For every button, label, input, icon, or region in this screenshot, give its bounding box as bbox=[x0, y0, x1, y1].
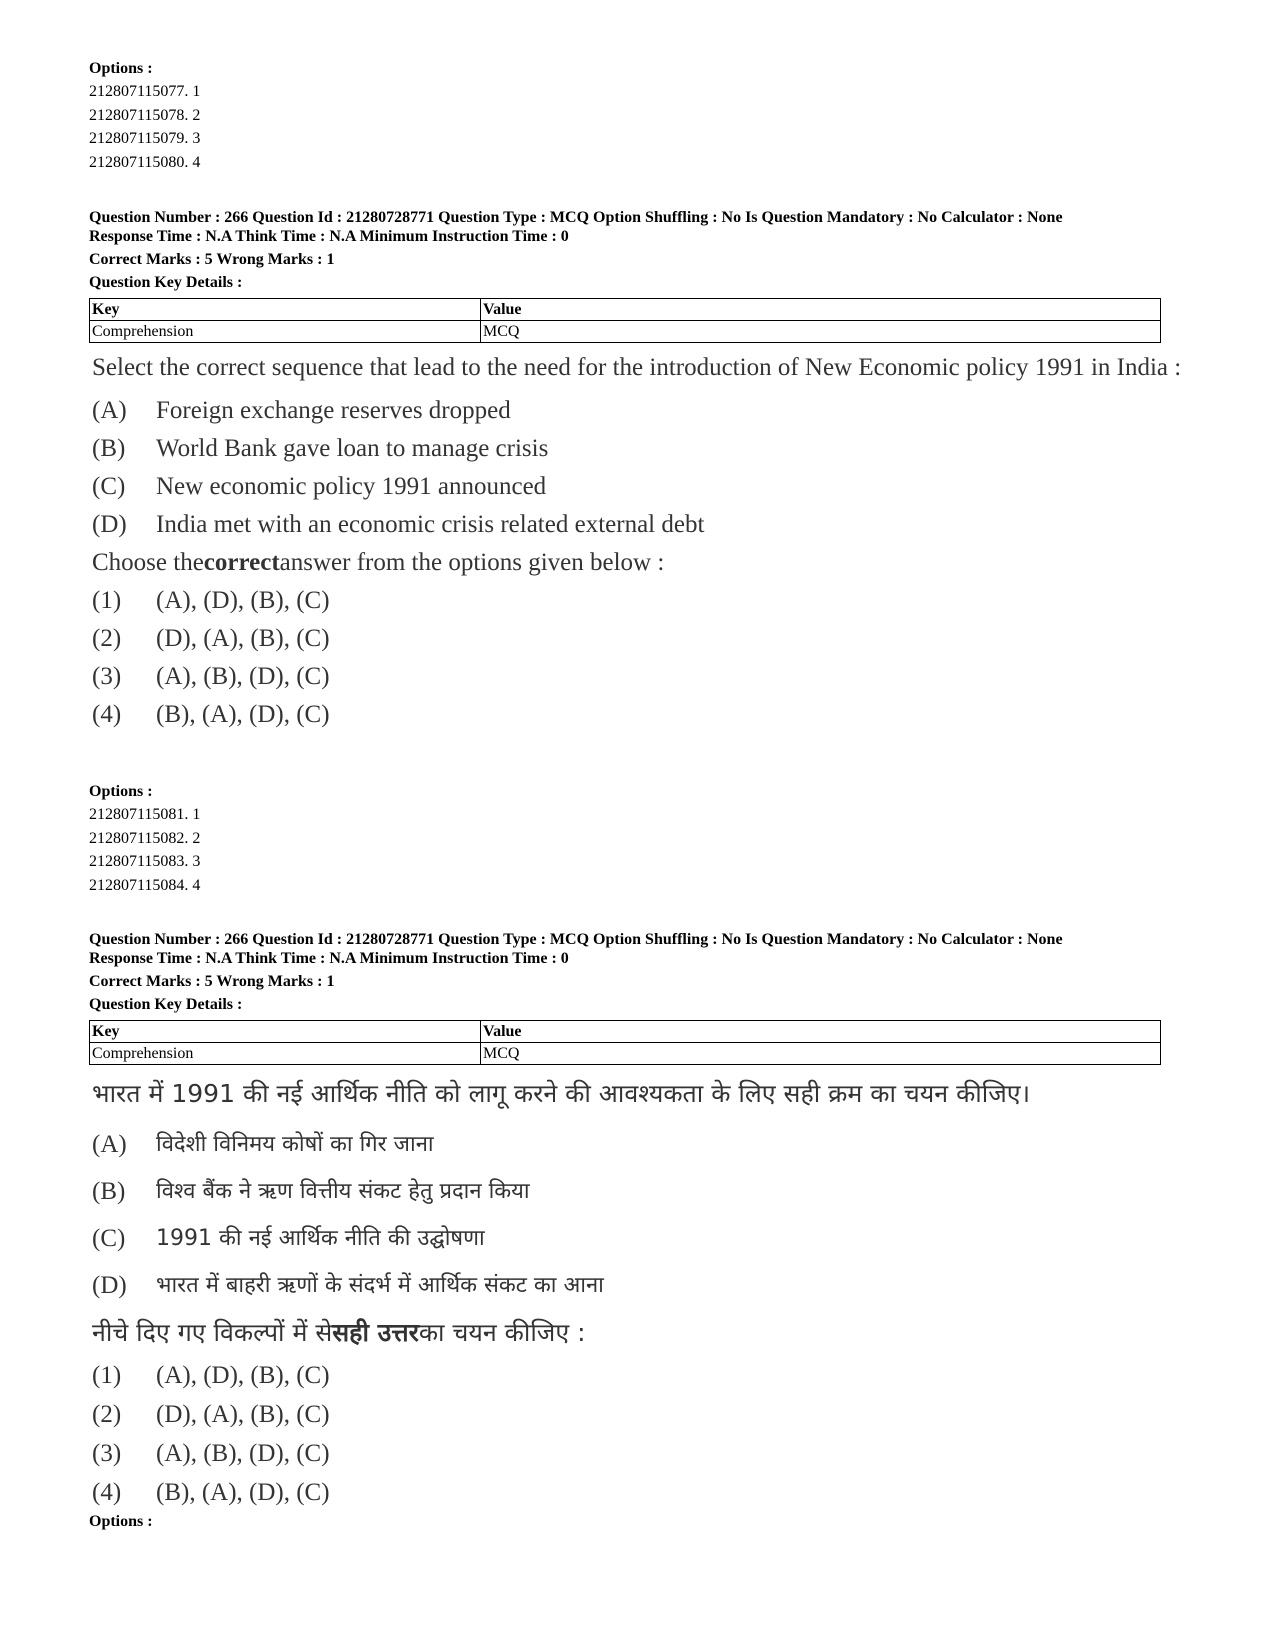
statement-marker: (D) bbox=[92, 511, 127, 538]
statement-text: Foreign exchange reserves dropped bbox=[156, 397, 511, 424]
answer-row bbox=[92, 1434, 1207, 1473]
answer-text: (A), (D), (B), (C) bbox=[156, 587, 330, 614]
statement-row bbox=[92, 392, 1207, 430]
statement-row bbox=[92, 1215, 1207, 1262]
table-cell-key: Comprehension bbox=[90, 321, 481, 343]
answer-row bbox=[92, 1356, 1207, 1395]
answer-marker: (1) bbox=[92, 1362, 122, 1389]
q1-meta bbox=[89, 208, 1063, 294]
option-item: 212807115082. 2 bbox=[89, 829, 201, 847]
question-meta-line: Question Number : 266 Question Id : 21280728771 Question Type : MCQ Option Shuffling : No Is Question Mandatory : No Calculator : None bbox=[89, 931, 1063, 948]
statement-marker: (C) bbox=[92, 1225, 126, 1252]
option-item: 212807115083. 3 bbox=[89, 853, 201, 870]
table-cell-value: MCQ bbox=[481, 1043, 1161, 1065]
key-details-label: Question Key Details : bbox=[89, 996, 243, 1013]
answer-text: (B), (A), (D), (C) bbox=[156, 1479, 330, 1506]
answer-text: (A), (B), (D), (C) bbox=[156, 1440, 330, 1467]
question-stem: Select the correct sequence that lead to the need for the introduction of New Economic policy 1991 in India : bbox=[92, 354, 1182, 381]
statement-text: World Bank gave loan to manage crisis bbox=[156, 435, 549, 462]
answer-row bbox=[92, 658, 1207, 696]
question-stem: भारत में 1991 की नई आर्थिक नीति को लागू करने की आवश्यकता के लिए सही क्रम का चयन कीजिए। bbox=[92, 1079, 1031, 1108]
answer-text: (D), (A), (B), (C) bbox=[156, 1401, 330, 1428]
statement-row bbox=[92, 506, 1207, 544]
statement-text: विदेशी विनिमय कोषों का गिर जाना bbox=[156, 1132, 434, 1157]
table-cell-key: Comprehension bbox=[90, 1043, 481, 1065]
answer-marker: (3) bbox=[92, 1440, 122, 1467]
answer-marker: (4) bbox=[92, 1479, 122, 1506]
question-meta-line: Response Time : N.A Think Time : N.A Minimum Instruction Time : 0 bbox=[89, 950, 569, 967]
statement-row bbox=[92, 468, 1207, 506]
choose-instruction: Choose the correct answer from the options given below : bbox=[92, 544, 1207, 582]
options-label: Options : bbox=[89, 1513, 153, 1530]
q2-options-block bbox=[89, 1510, 153, 1533]
option-item: 212807115077. 1 bbox=[89, 83, 201, 100]
statement-marker: (A) bbox=[92, 1131, 127, 1158]
options-label: Options : bbox=[89, 60, 153, 77]
statement-marker: (B) bbox=[92, 435, 126, 462]
option-item: 212807115080. 4 bbox=[89, 153, 201, 171]
q1-key-table bbox=[89, 298, 1161, 343]
statement-marker: (C) bbox=[92, 473, 126, 500]
statement-row bbox=[92, 1168, 1207, 1215]
answer-marker: (1) bbox=[92, 587, 122, 614]
answer-marker: (4) bbox=[92, 701, 122, 728]
table-header-key: Key bbox=[90, 1021, 481, 1043]
q2-question-content bbox=[92, 1077, 1207, 1512]
table-header-key: Key bbox=[90, 299, 481, 321]
q2-key-table bbox=[89, 1020, 1161, 1065]
table-header-value: Value bbox=[481, 299, 1161, 321]
table-cell-value: MCQ bbox=[481, 321, 1161, 343]
statement-text: New economic policy 1991 announced bbox=[156, 473, 547, 500]
answer-row bbox=[92, 696, 1207, 734]
choose-instruction: नीचे दिए गए विकल्पों में से सही उत्तर का चयन कीजिए : bbox=[92, 1309, 1207, 1356]
q1-options-block bbox=[89, 780, 200, 897]
answer-text: (A), (D), (B), (C) bbox=[156, 1362, 330, 1389]
answer-row bbox=[92, 620, 1207, 658]
question-meta-line: Question Number : 266 Question Id : 21280728771 Question Type : MCQ Option Shuffling : No Is Question Mandatory : No Calculator : None bbox=[89, 209, 1063, 226]
option-item: 212807115081. 1 bbox=[89, 806, 201, 823]
statement-text: 1991 की नई आर्थिक नीति की उद्घोषणा bbox=[156, 1226, 485, 1251]
answer-marker: (2) bbox=[92, 625, 122, 652]
statement-marker: (A) bbox=[92, 397, 127, 424]
answer-text: (B), (A), (D), (C) bbox=[156, 701, 330, 728]
statement-text: India met with an economic crisis related external debt bbox=[156, 511, 705, 538]
answer-row bbox=[92, 1395, 1207, 1434]
option-item: 212807115084. 4 bbox=[89, 876, 201, 894]
statement-row bbox=[92, 1121, 1207, 1168]
marks-line: Correct Marks : 5 Wrong Marks : 1 bbox=[89, 973, 335, 990]
table-header-value: Value bbox=[481, 1021, 1161, 1043]
q1-question-content bbox=[92, 353, 1207, 734]
statement-text: विश्व बैंक ने ऋण वित्तीय संकट हेतु प्रदान किया bbox=[156, 1179, 530, 1204]
option-item: 212807115078. 2 bbox=[89, 106, 201, 124]
answer-text: (A), (B), (D), (C) bbox=[156, 663, 330, 690]
statement-row bbox=[92, 430, 1207, 468]
statement-row bbox=[92, 1262, 1207, 1309]
q2-meta bbox=[89, 930, 1063, 1016]
marks-line: Correct Marks : 5 Wrong Marks : 1 bbox=[89, 251, 335, 268]
statement-marker: (D) bbox=[92, 1272, 127, 1299]
answer-row bbox=[92, 1473, 1207, 1512]
answer-marker: (2) bbox=[92, 1401, 122, 1428]
choose-emphasis: correct bbox=[203, 549, 280, 576]
option-item: 212807115079. 3 bbox=[89, 130, 201, 147]
options-label: Options : bbox=[89, 783, 153, 800]
statement-marker: (B) bbox=[92, 1178, 126, 1205]
key-details-label: Question Key Details : bbox=[89, 274, 243, 291]
answer-row bbox=[92, 582, 1207, 620]
choose-emphasis: सही उत्तर bbox=[332, 1318, 419, 1347]
answer-marker: (3) bbox=[92, 663, 122, 690]
statement-text: भारत में बाहरी ऋणों के संदर्भ में आर्थिक संकट का आना bbox=[156, 1273, 604, 1298]
top-options-block bbox=[89, 57, 200, 174]
answer-text: (D), (A), (B), (C) bbox=[156, 625, 330, 652]
question-meta-line: Response Time : N.A Think Time : N.A Minimum Instruction Time : 0 bbox=[89, 228, 569, 245]
